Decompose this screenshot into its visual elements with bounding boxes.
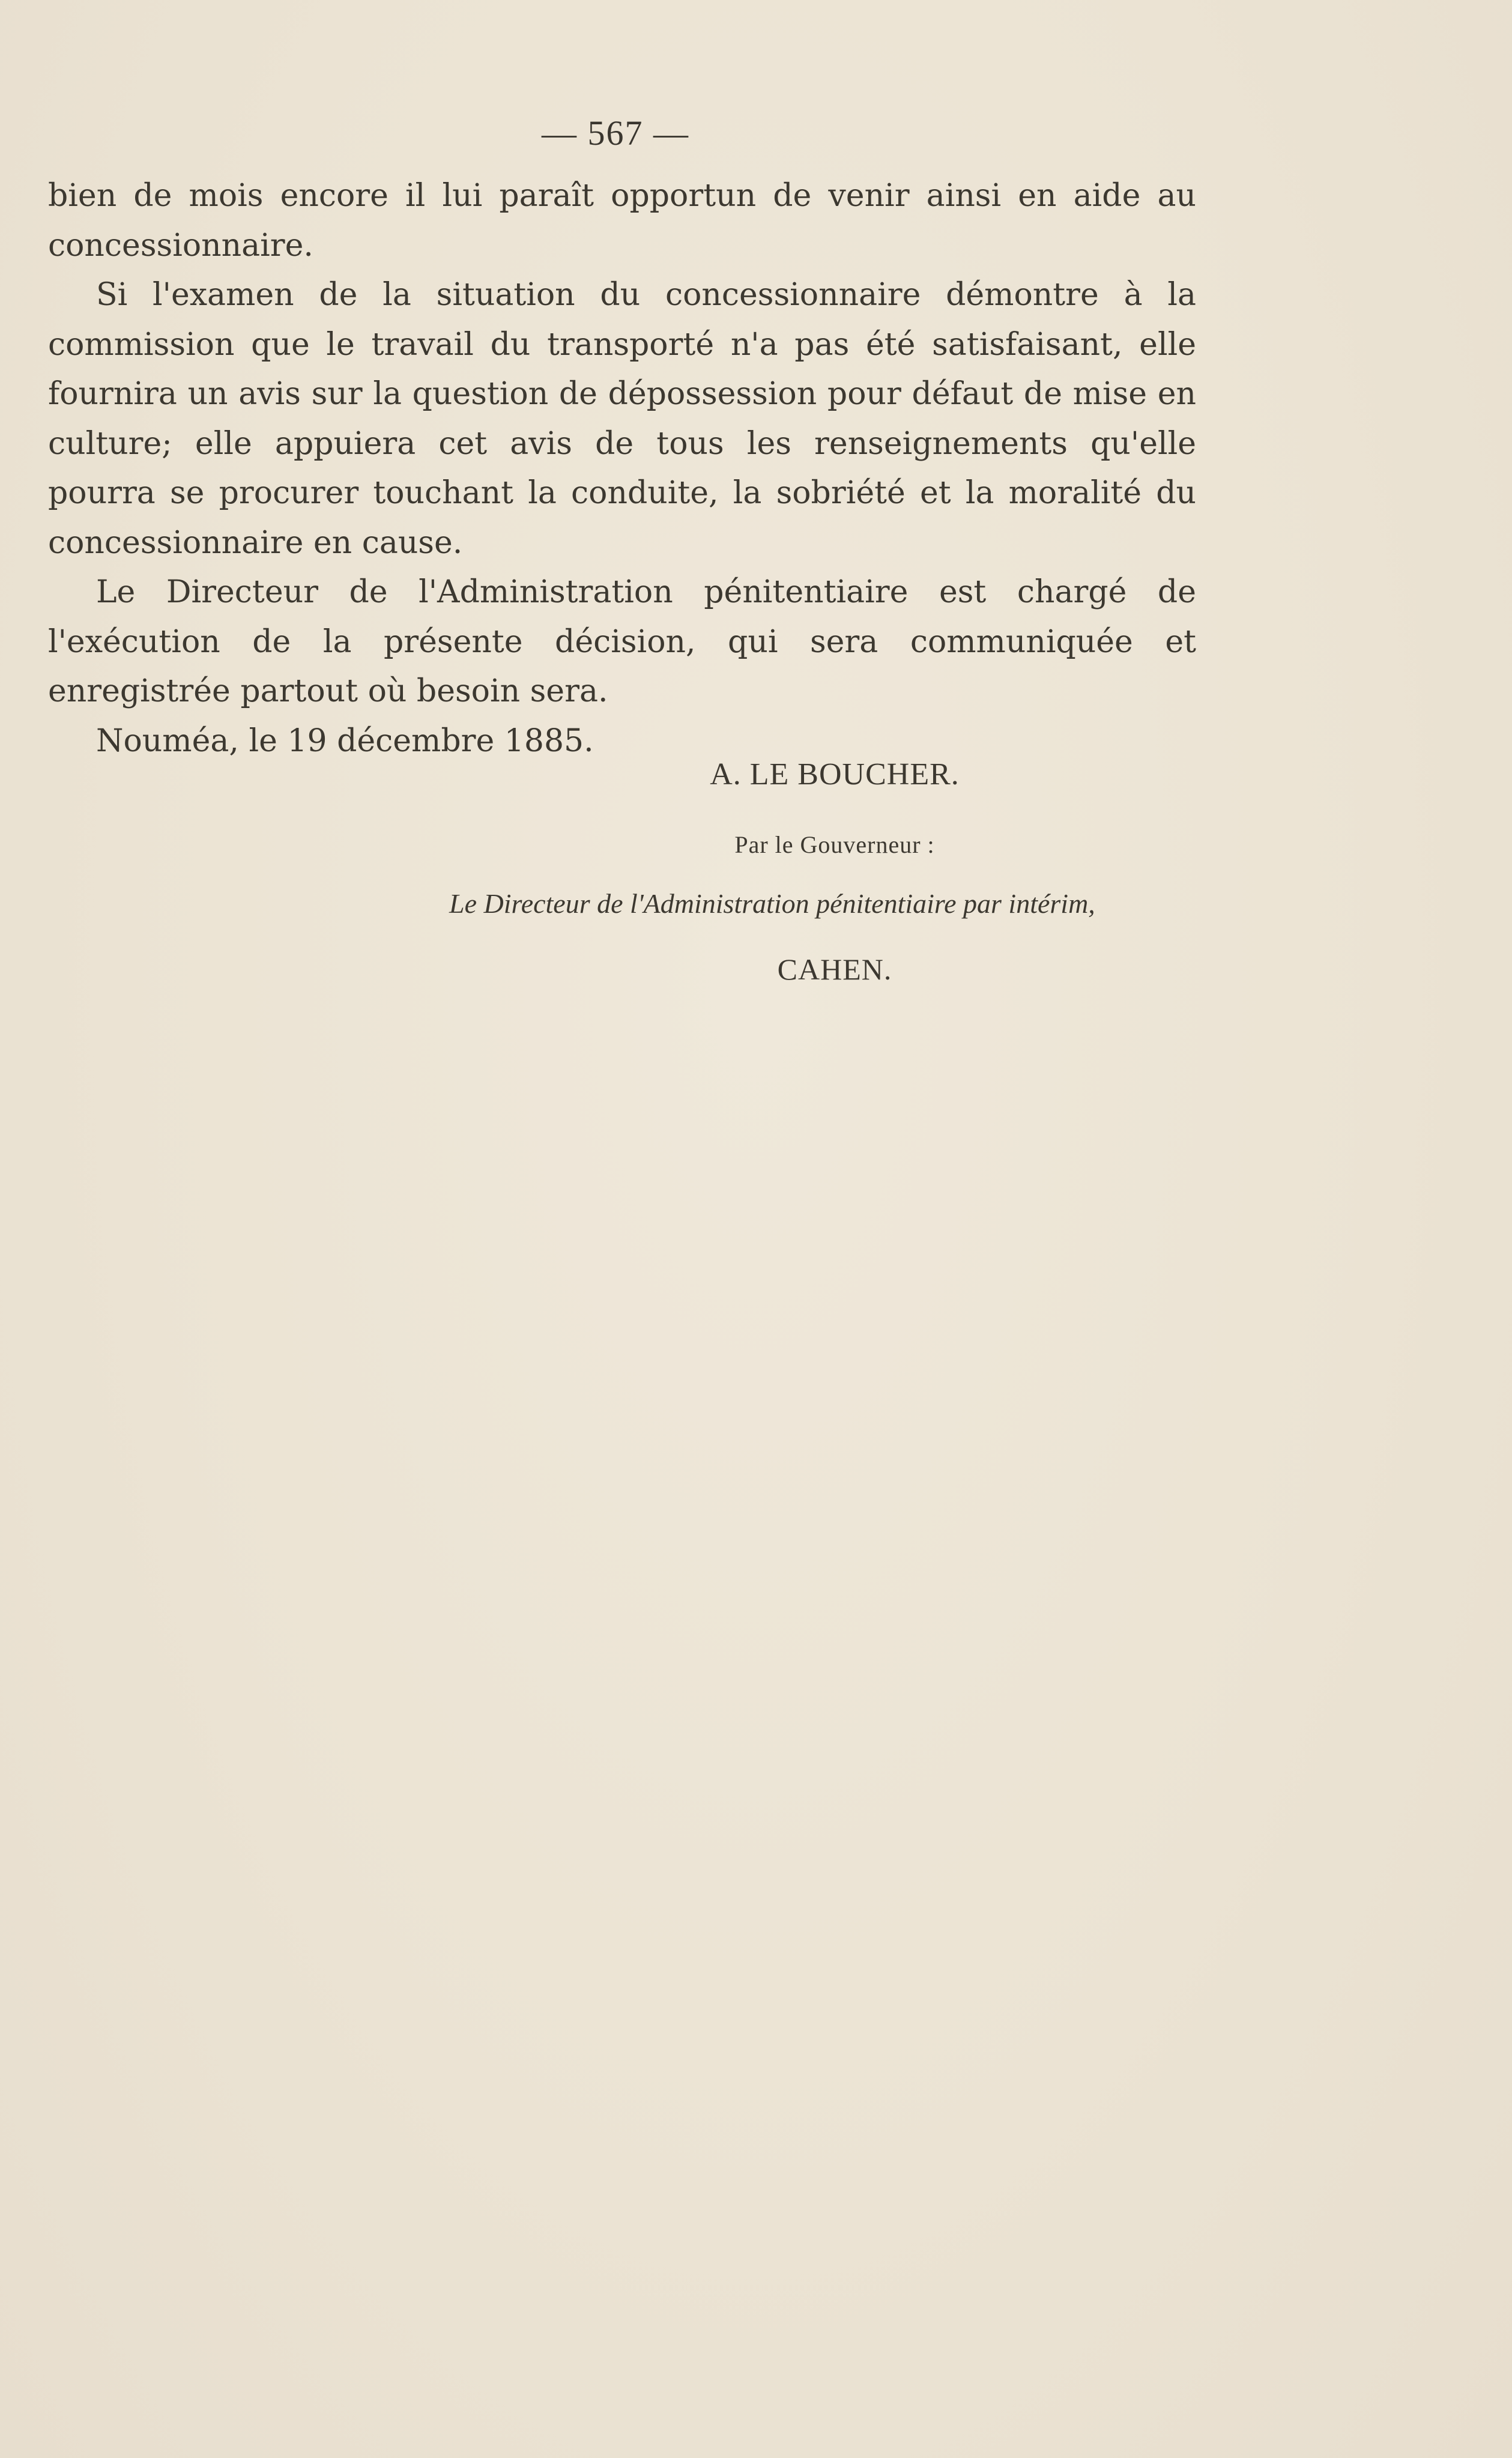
director-signature: CAHEN.	[777, 952, 892, 986]
body-text	[48, 171, 1196, 766]
director-title-line: Le Directeur de l'Administration pénitentiaire par intérim,	[449, 888, 1095, 919]
place-and-date: Nouméa, le 19 décembre 1885.	[96, 722, 594, 759]
paragraph-commission-review: Si l'examen de la situation du concessionnaire démontre à la commission que le travail du transporté n'a pas été satisfaisant, elle fournira un avis sur la question de dépossession pour défaut de mise en culture; elle appuiera cet avis de tous les renseignements qu'elle pourra se procurer touchant la conduite, la sobriété et la moralité du concessionnaire en cause.	[48, 277, 1196, 561]
governor-signature: A. LE BOUCHER.	[710, 757, 960, 792]
page-number: — 567 —	[542, 114, 689, 153]
paragraph-continuation: bien de mois encore il lui paraît opportun de venir ainsi en aide au concessionnaire.	[48, 178, 1196, 264]
paragraph-director-charge: Le Directeur de l'Administration pénitentiaire est chargé de l'exécution de la présente décision, qui sera communiquée et enregistrée partout où besoin sera.	[48, 574, 1196, 709]
by-governor-line: Par le Gouverneur :	[734, 831, 935, 858]
